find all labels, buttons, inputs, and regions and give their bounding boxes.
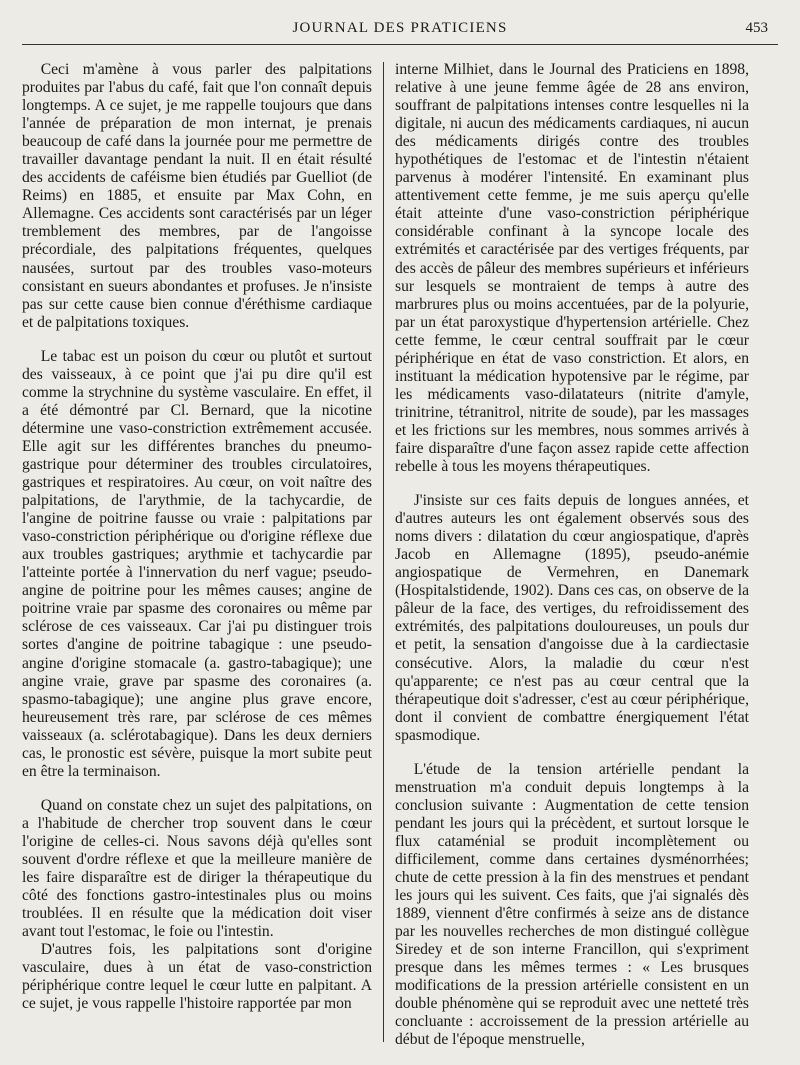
page-number: 453: [745, 20, 768, 36]
right-column: [395, 61, 749, 1065]
paragraph-cafe: Ceci m'amène à vous parler des palpitations produites par l'abus du café, fait que l'on connaît depuis longtemps. A ce sujet, je me rappelle toujours que dans l'année de préparation de mon internat, je prenais beaucoup de café dans la journée pour me permettre de travailler davantage pendant la nuit. Il en était résulté des accidents de caféisme bien étudiés par Guelliot (de Reims) en 1885, et ensuite par Max Cohn, en Allemagne. Ces accidents sont caractérisés par un léger tremblement des membres, par de l'angoisse précordiale, des palpitations fréquentes, quelques nausées, surtout par des troubles vaso-moteurs consistant en sueurs abondantes et profuses. Je n'insiste pas sur cette cause bien connue d'éréthisme cardiaque et de palpitations toxiques.: [22, 61, 372, 331]
paragraph-cas-milhiet: interne Milhiet, dans le Journal des Praticiens en 1898, relative à une jeune femme âgée de 28 ans environ, souffrant de palpitations intenses contre lesquelles ni la digitale, ni aucun des médicaments cardiaques, ni aucun des médicaments dirigés contre des troubles hypothétiques de l'estomac et de l'intestin n'étaient parvenus à modérer l'intensité. En examinant plus attentivement cette femme, je me suis aperçu qu'elle était atteinte d'une vaso-constriction périphérique considérable confinant à la syncope locale des extrémités et caractérisée par des vertiges fréquents, par des accès de pâleur des membres supérieurs et inférieurs sur lesquels se montraient de temps à autre des marbrures plus ou moins accentuées, par de la polyurie, par un état paroxystique d'hypertension artérielle. Chez cette femme, le cœur central souffrait par le cœur périphérique en état de vaso constriction. Et alors, en instituant la médication hypotensive par le régime, par les médicaments vaso-dilatateurs (nitrite d'amyle, trinitrine, tétranitrol, nitrite de soude), par les massages et les frictions sur les membres, nous sommes arrivés à faire disparaître d'une façon assez rapide cette affection rebelle à tous les moyens thérapeutiques.: [395, 61, 749, 476]
journal-title: JOURNAL DES PRATICIENS: [292, 20, 508, 36]
page-header: [22, 14, 778, 45]
paragraph-origine-vasculaire: D'autres fois, les palpitations sont d'origine vasculaire, dues à un état de vaso-constriction périphérique contre lequel le cœur lutte en palpitant. A ce sujet, je vous rappelle l'histoire rapportée par mon: [22, 941, 372, 1013]
paragraph-menstruation: L'étude de la tension artérielle pendant la menstruation m'a conduit depuis longtemps à la conclusion suivante : Augmentation de cette tension pendant les jours qui la précèdent, et surtout lorsque le flux cataménial se produit incomplètement ou difficilement, comme dans certaines dysménorrhées; chute de cette pression à la fin des menstrues et pendant les jours qui les suivent. Ces faits, que j'ai signalés dès 1889, viennent d'être confirmés à seize ans de distance par les nouvelles recherches de mon distingué collègue Siredey et de son interne Francillon, qui s'expriment presque dans les mêmes termes : « Les brusques modifications de la pression artérielle consistent en un double phénomène qui se reproduit avec une netteté très concluante : accroissement de la pression artérielle au début de l'époque menstruelle,: [395, 760, 749, 1049]
paragraph-tabac: Le tabac est un poison du cœur ou plutôt et surtout des vaisseaux, à ce point que j'ai pu dire qu'il est comme la strychnine du système vasculaire. En effet, il a été démontré par Cl. Bernard, que la nicotine détermine une vaso-constriction extrêmement accusée. Elle agit sur les différentes branches du pneumo-gastrique pour déterminer des troubles circulatoires, gastriques et respiratoires. Au cœur, on voit naître des palpitations, de l'arythmie, de la tachycardie, de l'angine de poitrine fausse ou vraie : palpitations par vaso-constriction périphérique ou d'origine réflexe due aux troubles gastriques; arythmie et tachycardie par l'atteinte portée à l'innervation du nerf vague; pseudo-angine de poitrine pour les mêmes causes; angine de poitrine vraie par spasme des coronaires ou même par sclérose de ces vaisseaux. Car j'ai pu distinguer trois sortes d'angine de poitrine tabagique : une pseudo-angine d'origine stomacale (a. gastro-tabagique); une angine vraie, grave par spasme des coronaires (a. spasmo-tabagique); une angine plus grave encore, heureusement très rare, par sclérose de ces mêmes vaisseaux (a. sclérotabagique). Dans les deux derniers cas, le pronostic est sévère, puisque la mort subite peut en être la terminaison.: [22, 347, 372, 780]
column-divider: [383, 62, 384, 1042]
left-column: [22, 61, 372, 1029]
paragraph-autres-auteurs: J'insiste sur ces faits depuis de longues années, et d'autres auteurs les ont également observés sous des noms divers : dilatation du cœur angiospatique, d'après Jacob en Allemagne (1895), pseudo-anémie angiospatique de Vermehren, en Danemark (Hospitalstidende, 1902). Dans ces cas, on observe de la pâleur de la face, des vertiges, du refroidissement des extrémités, des palpitations douloureuses, un pouls dur et petit, la sensation d'angoisse due à la cardiectasie consécutive. Alors, la maladie du cœur n'est qu'apparente; ce n'est pas au cœur central que la thérapeutique doit s'adresser, c'est au cœur périphérique, dont il convient de combattre énergiquement l'état spasmodique.: [395, 492, 749, 744]
paragraph-palpitations-reflexes: Quand on constate chez un sujet des palpitations, on a l'habitude de chercher trop souvent dans le cœur l'origine de celles-ci. Nous savons déjà qu'elles sont souvent d'ordre réflexe et que la meilleure manière de les faire disparaître est de diriger la thérapeutique du côté des fonctions gastro-intestinales plus ou moins troublées. Il en résulte que la médication doit viser avant tout l'estomac, le foie ou l'intestin.: [22, 796, 372, 941]
